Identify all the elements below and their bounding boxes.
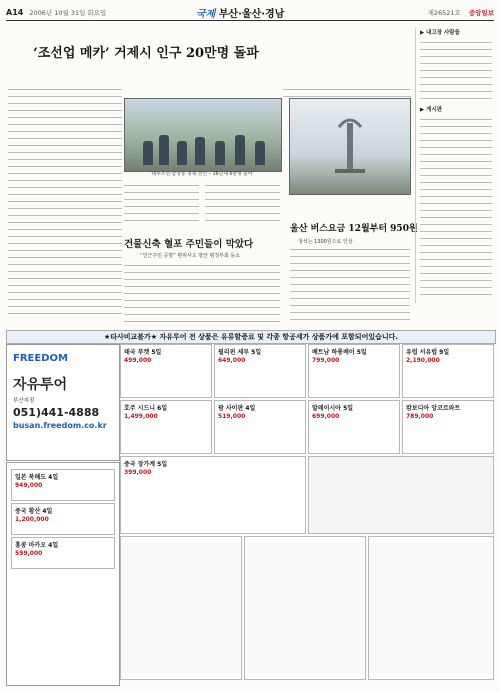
lead-photo-caption: ‘대우조선·삼성중 경제 견인 – 16년새 6만명 늘어’	[149, 172, 255, 177]
lead-headline: ‘조선업 메카’ 거제시 인구 20만명 돌파	[33, 46, 259, 61]
ad-item-price: 949,000	[15, 482, 43, 489]
ad-item	[214, 400, 306, 454]
ad-item-title: 괌 사이판 4일	[218, 405, 256, 412]
ad-item-title: 유럽 서유럽 9일	[406, 349, 450, 356]
ad-url: busan.freedom.co.kr	[13, 421, 107, 430]
ad-item	[402, 344, 494, 398]
ad-item	[11, 469, 115, 501]
section-title	[196, 5, 284, 20]
ad-company-name: 자유투어	[13, 377, 68, 393]
ad-item-title: 태국 푸켓 5일	[124, 349, 162, 356]
ad-item	[244, 536, 366, 680]
monument-illustration	[335, 113, 365, 173]
ad-item-title: 홍콩 마카오 4일	[15, 542, 59, 549]
ad-brand: FREEDOM	[13, 353, 68, 364]
ad-item-price: 649,000	[218, 357, 246, 364]
ad-item-title: 말레이시아 5일	[312, 405, 354, 412]
ad-item-title: 일본 북해도 4일	[15, 474, 59, 481]
ad-item-title: 중국 장가계 5일	[124, 461, 168, 468]
ad-item-title: 캄보디아 앙코르와트	[406, 405, 461, 412]
ad-item-price: 519,000	[218, 413, 246, 420]
ad-item-price: 499,000	[124, 357, 152, 364]
bus-subhead: 청석는 1300원으로 인상	[298, 239, 353, 245]
ad-item-price: 1,200,000	[15, 516, 49, 523]
ad-item-price: 799,000	[312, 357, 340, 364]
issue-date: 2006년 10월 31일 화요일	[29, 8, 107, 17]
masthead-meta	[428, 8, 494, 17]
ad-item	[308, 456, 494, 534]
sidebar-text-1	[420, 39, 492, 99]
ad-banner: ★타사비교불가★ 자유투어 전 상품은 유류할증료 및 각종 항공세가 상품가에 포함되어있습니다.	[6, 330, 496, 344]
ad-phone: 051)441-4888	[13, 406, 100, 419]
right-sidebar	[415, 28, 496, 303]
ad-item	[11, 537, 115, 569]
monument-photo	[289, 98, 411, 195]
sidebar-text-2	[420, 116, 492, 296]
section-name: 부산·울산·경남	[218, 9, 285, 20]
lead-headline-area	[6, 42, 286, 66]
lead-article-text-2	[124, 182, 199, 222]
ad-item-title: 베트남 하롱베이 5일	[312, 349, 367, 356]
feature-headline: 건물신축 혈포 주민들이 막았다	[124, 239, 254, 250]
bus-article-text	[290, 246, 410, 322]
ad-item	[120, 536, 242, 680]
sidebar-title: ▶ 내고장 사람들	[420, 30, 460, 36]
ad-item-price: 2,190,000	[406, 357, 440, 364]
feature-article-text	[124, 262, 280, 324]
ad-item-price: 599,000	[15, 550, 43, 557]
ad-item	[402, 400, 494, 454]
page-number: A14	[6, 7, 24, 17]
lead-article-text-1	[8, 86, 122, 316]
issue-number: 제26521호	[427, 8, 461, 17]
ad-branch: 부산지점	[13, 398, 35, 404]
paper-logo: 중앙일보	[468, 8, 494, 17]
ad-item-title: 필리핀 세부 5일	[218, 349, 262, 356]
bus-headline: 울산 버스요금 12월부터 950원	[290, 224, 418, 234]
ad-item-title: 호주 시드니 6일	[124, 405, 168, 412]
ad-item	[214, 344, 306, 398]
sidebar-section-2: ▶ 게시판	[420, 107, 443, 113]
ad-item	[368, 536, 494, 680]
ad-item	[120, 400, 212, 454]
lead-article-text-3	[205, 182, 280, 222]
ad-item-price: 399,000	[124, 469, 152, 476]
section-brand: 국제	[196, 9, 216, 20]
ad-item-price: 1,499,000	[124, 413, 158, 420]
ad-item	[308, 400, 400, 454]
feature-deck: “인근주민 공방” 편위사도 방안 범정부회 등소	[140, 253, 241, 259]
ad-item	[11, 503, 115, 535]
ad-left-lower	[6, 462, 120, 686]
ad-company-block	[6, 344, 120, 461]
right-article-text-top	[283, 86, 411, 98]
ad-item	[308, 344, 400, 398]
ad-item	[120, 344, 212, 398]
lead-photo	[124, 98, 282, 172]
ad-grid	[120, 344, 494, 684]
ad-item-title: 중국 황산 4일	[15, 508, 53, 515]
ad-item-price: 789,000	[406, 413, 434, 420]
ad-item	[120, 456, 306, 534]
masthead	[6, 4, 494, 21]
ad-item-price: 699,000	[312, 413, 340, 420]
